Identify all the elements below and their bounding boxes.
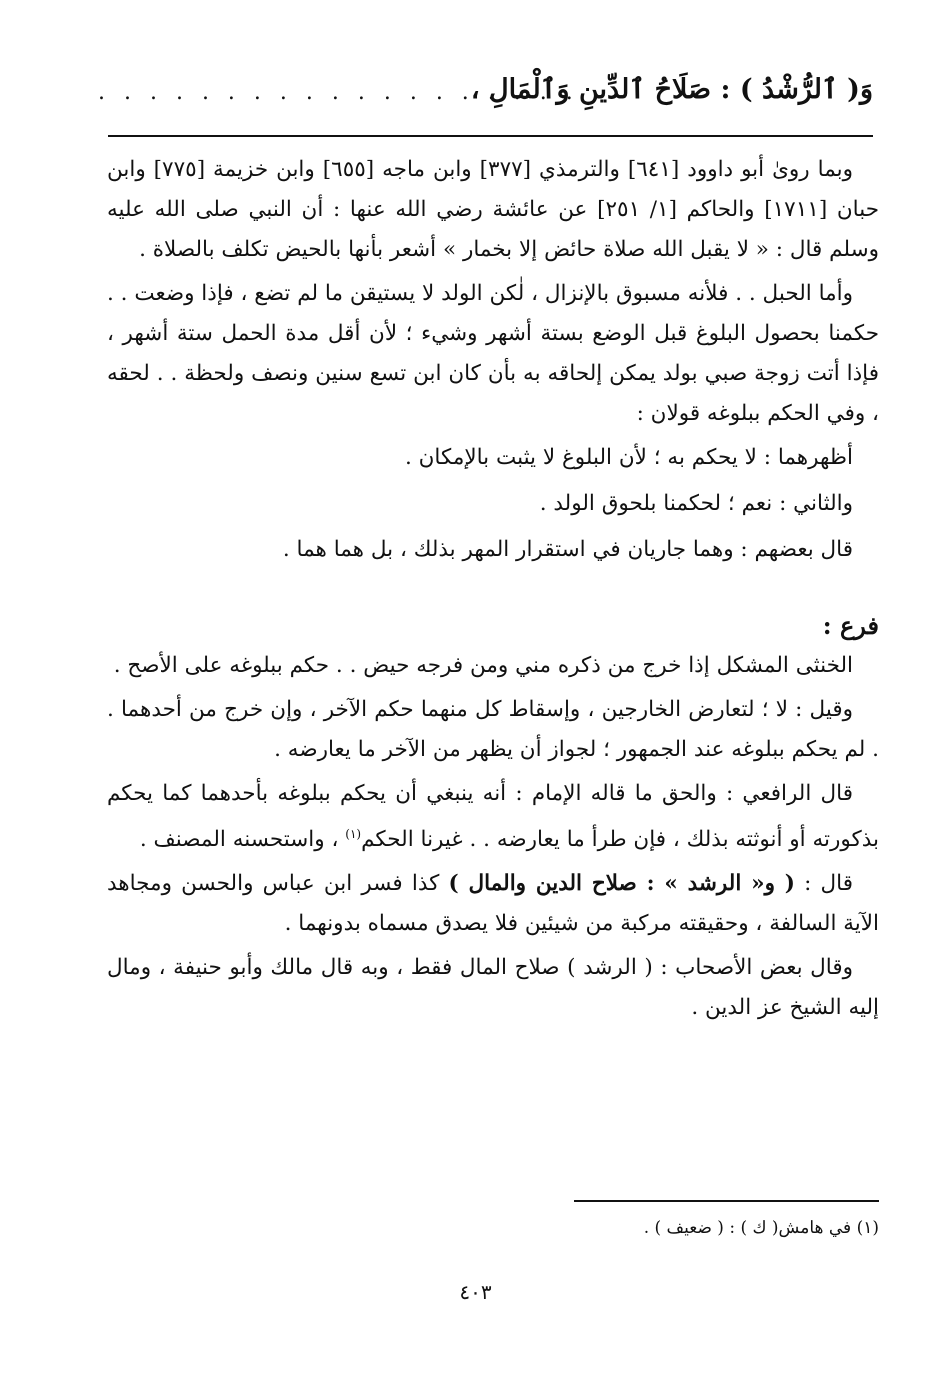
paragraph-rafii xyxy=(107,774,879,860)
opinion-some-scholars: قال بعضهم : وهما جاريان في استقرار المهر بذلك ، بل هما هما . xyxy=(282,537,853,562)
paragraph-some-companions: وقال بعض الأصحاب : ( الرشد ) صلاح المال فقط ، وبه قال مالك وأبو حنيفة ، ومال إليه الشيخ عز الدين . xyxy=(107,955,879,1021)
running-header xyxy=(98,70,873,130)
matn-quote: ( و« الرشد » : صلاح الدين والمال ) xyxy=(448,871,795,897)
section-heading-far: فرع : xyxy=(822,611,879,640)
header-rule xyxy=(108,135,873,137)
footnote: (١) في هامش( ك ) : ( ضعيف ) . xyxy=(643,1218,879,1238)
page-number: ٤٠٣ xyxy=(459,1280,492,1304)
qal-rest: كذا فسر ابن عباس والحسن ومجاهد الآية السالفة ، وحقيقته مركبة من شيئين فلا يصدق مسماه بدونهما . xyxy=(107,871,879,937)
rafii-tail: ، واستحسنه المصنف . xyxy=(139,827,339,853)
paragraph-qila: وقيل : لا ؛ لتعارض الخارجين ، وإسقاط كل منهما حكم الآخر ، وإن خرج من أحدهما . . لم يحكم ببلوغه عند الجمهور ؛ لجواز أن يظهر من الآخر ما يعارضه . xyxy=(107,697,879,762)
paragraph-hadith: وبما روىٰ أبو داوود [٦٤١] والترمذي [٣٧٧] وابن ماجه [٦٥٥] وابن خزيمة [٧٧٥] وابن حبان [١٧١١] والحاكم [١/ ٢٥١] عن عائشة رضي الله عنها : أن النبي صلى الله عليه وسلم قال : « لا يقبل الله صلاة حائض إلا بخمار » أشعر بأنها بالحيض تكلف بالصلاة . xyxy=(107,157,880,262)
footnote-reference[interactable]: (١) xyxy=(345,827,362,841)
qal-lead: قال : xyxy=(804,871,853,897)
opinion-first: أظهرهما : لا يحكم به ؛ لأن البلوغ لا يثبت بالإمكان . xyxy=(404,445,853,470)
paragraph-qal-rushd xyxy=(107,864,879,944)
footnote-rule xyxy=(574,1200,879,1202)
paragraph-pregnancy: وأما الحبل . . فلأنه مسبوق بالإنزال ، لٰكن الولد لا يستيقن ما لم تضع ، فإذا وضعت . . حكمنا بحصول البلوغ قبل الوضع بستة أشهر وشيء ؛ لأن أقل مدة الحمل ستة أشهر ، فإذا أتت زوجة صبي بولد يمكن إلحاقه به بأن كان ابن تسع سنين ونصف ولحظة . . لحقه ، وفي الحكم ببلوغه قولان : xyxy=(107,281,879,426)
main-text xyxy=(107,150,879,1032)
running-header-title: وَ( ٱلرُّشْدُ ) : صَلَاحُ ٱلدِّينِ وَٱلْمَالِ ، xyxy=(470,74,873,105)
paragraph-khuntha: الخنثى المشكل إذا خرج من ذكره مني ومن فرجه حيض . . حكم ببلوغه على الأصح . xyxy=(113,653,853,678)
opinion-second: والثاني : نعم ؛ لحكمنا بلحوق الولد . xyxy=(539,491,853,516)
rafii-text: قال الرافعي : والحق ما قاله الإمام : أنه ينبغي أن يحكم ببلوغه بأحدهما كما يحكم بذكورته أو أنوثته بذلك ، فإن طرأ ما يعارضه . . غيرنا الحكم xyxy=(107,781,879,853)
header-leader-dots: . . . . . . . . . . . . . . . . . . . . xyxy=(98,80,605,105)
